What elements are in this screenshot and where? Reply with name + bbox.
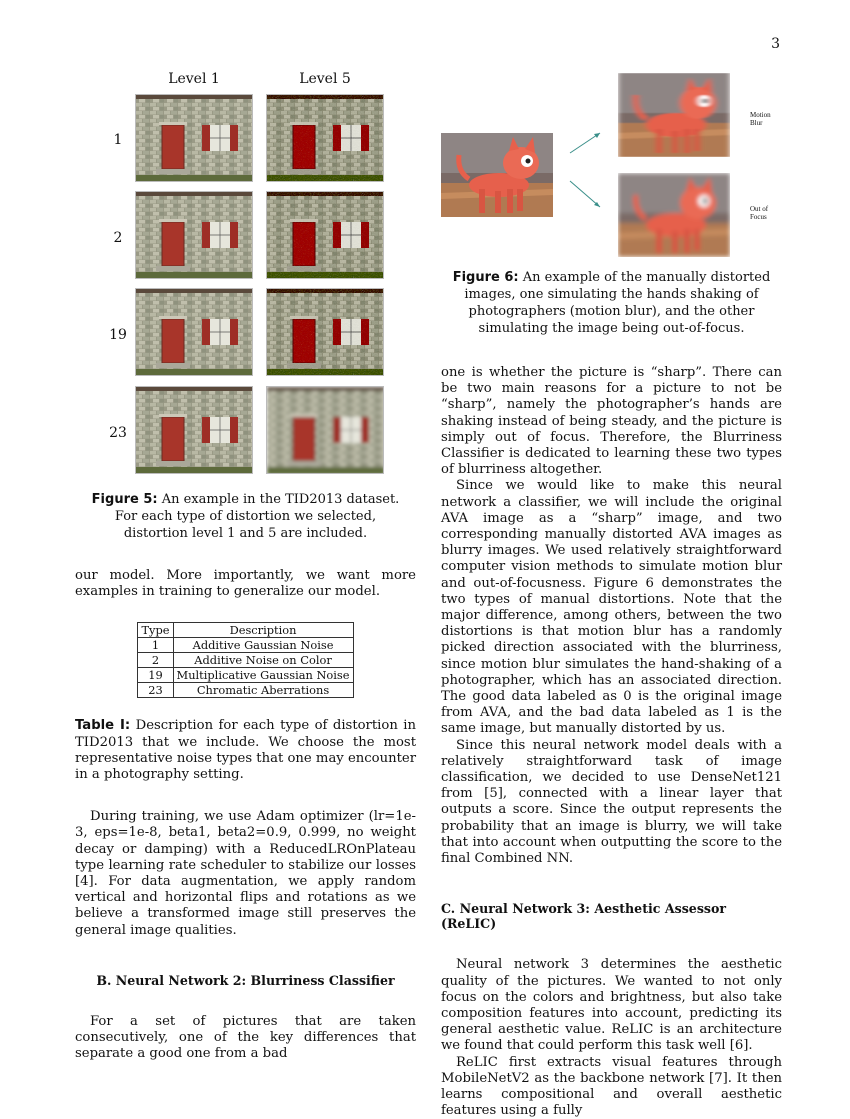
- section-heading-b: B. Neural Network 2: Blurriness Classifier: [96, 972, 395, 988]
- paragraph: our model. More importantly, we want more examples in training to generalize our model.: [75, 568, 416, 600]
- house-image: [266, 288, 384, 376]
- col-label-level-1: Level 1: [168, 71, 220, 87]
- paragraph: Since we would like to make this neural network a classifier, we will include the original AVA image as a “sharp” image, and two corresponding manually distorted AVA images as blurry images. We used relatively straightforward computer vision methods to simulate motion blur and out-of-focusness. Figure 6 demonstrates the two types of manual distortions. Note that the major difference, among others, between the two distortions is that motion blur has a randomly picked direction associated with the blurriness, since motion blur simulates the hand-shaking of a photographer, which has an associated direction. The good data labeled as 0 is the original image from AVA, and the bad data labeled as 1 is the same image, but manually distorted by us.: [441, 478, 782, 737]
- house-image: [135, 386, 253, 474]
- paragraph: Neural network 3 determines the aesthetic quality of the pictures. We wanted to not only focus on the colors and brightness, but also take composition features into account, predicting its general aesthetic value. ReLIC is an architecture we found that could perform this task well [6].: [441, 957, 782, 1054]
- table-1: [75, 622, 416, 698]
- paragraph: Since this neural network model deals with a relatively straightforward task of image classification, we decided to use DenseNet121 from [5], connected with a linear layer that outputs a score. Since the output represents the probability that an image is blurry, we will take that into account when outputting the score to the final Combined NN.: [441, 737, 782, 867]
- motion-blur-label: Motion Blur: [750, 111, 771, 127]
- distortion-table: [137, 622, 353, 698]
- house-image: [266, 94, 384, 182]
- table-cell: Multiplicative Gaussian Noise: [173, 668, 353, 683]
- table-row: [138, 653, 353, 668]
- table-cell: 23: [138, 683, 173, 698]
- out-of-focus-label: Out of Focus: [750, 205, 769, 221]
- paragraph: For a set of pictures that are taken consecutively, one of the key differences that separate a good one from a bad: [75, 1013, 416, 1062]
- table-header: Type: [138, 623, 173, 638]
- figure-6-caption: [441, 269, 782, 337]
- row-label: 19: [109, 327, 127, 343]
- paragraph: one is whether the picture is “sharp”. There can be two main reasons for a picture to not be “sharp”, namely the photographer’s hands are shaking instead of being steady, and the picture is simply out of focus. Therefore, the Blurriness Classifier is dedicated to learning these two types of blurriness altogether.: [441, 365, 782, 478]
- house-image: [135, 94, 253, 182]
- table-row: [138, 638, 353, 653]
- paragraph: ReLIC first extracts visual features through MobileNetV2 as the backbone network [7]. It then learns compositional and overall aesthetic features using a fully: [441, 1054, 782, 1119]
- house-image: [135, 288, 253, 376]
- table-cell: 1: [138, 638, 173, 653]
- house-image: [135, 191, 253, 279]
- col-label-level-5: Level 5: [299, 71, 351, 87]
- paragraph: During training, we use Adam optimizer (lr=1e-3, eps=1e-8, beta1, beta2=0.9, 0.999, no weight decay or damping) with a ReducedLROnPlateau type learning rate scheduler to stabilize our losses [4]. For data augmentation, we apply random vertical and horizontal flips and rotations as we believe a transformed image still preserves the general image qualities.: [75, 809, 416, 938]
- motion-blur-cat-image: [618, 73, 730, 157]
- caption-label: Figure 5:: [91, 492, 158, 507]
- table-row: [138, 683, 353, 698]
- house-image: [266, 386, 384, 474]
- row-label: 2: [113, 230, 123, 246]
- page-number: 3: [771, 36, 780, 52]
- table-cell: 19: [138, 668, 173, 683]
- out-of-focus-cat-image: [618, 173, 730, 257]
- row-label: 23: [109, 425, 127, 441]
- table-cell: 2: [138, 653, 173, 668]
- right-column: [441, 65, 782, 1119]
- table-1-caption: [75, 718, 416, 783]
- table-cell: Additive Noise on Color: [173, 653, 353, 668]
- left-column: [75, 65, 416, 1062]
- section-heading-c: C. Neural Network 3: Aesthetic Assessor (ReLIC): [441, 901, 727, 932]
- caption-text: An example in the TID2013 dataset. For each type of distortion we selected, distortion level 1 and 5 are included.: [114, 492, 400, 541]
- caption-label: Table I:: [75, 718, 131, 734]
- caption-label: Figure 6:: [452, 270, 519, 285]
- figure-5-caption: [75, 491, 416, 542]
- caption-text: An example of the manually distorted images, one simulating the hands shaking of photographers (motion blur), and the other simulating the image being out-of-focus.: [464, 270, 771, 336]
- caption-text: Description for each type of distortion in TID2013 that we include. We choose the most representative noise types that one may encounter in a photography setting.: [75, 718, 416, 783]
- table-row: [138, 668, 353, 683]
- house-image: [266, 191, 384, 279]
- figure-6: [441, 65, 782, 265]
- arrows-icon: [566, 125, 616, 225]
- figure-5: [75, 65, 416, 485]
- table-cell: Chromatic Aberrations: [173, 683, 353, 698]
- original-cat-image: [441, 133, 553, 217]
- row-label: 1: [113, 132, 123, 148]
- table-cell: Additive Gaussian Noise: [173, 638, 353, 653]
- table-header: Description: [173, 623, 353, 638]
